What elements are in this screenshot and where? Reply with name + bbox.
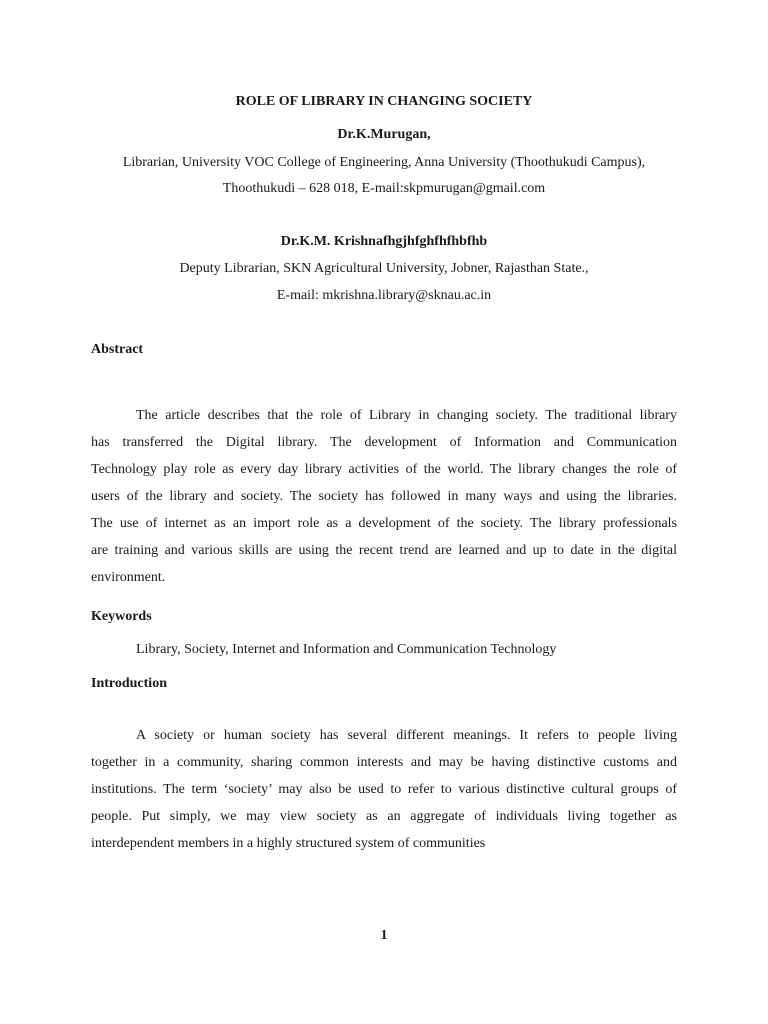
- introduction-heading: Introduction: [91, 676, 167, 691]
- introduction-line: people. Put simply, we may view society as an aggregate of individuals living together as: [91, 809, 677, 824]
- author1-name: Dr.K.Murugan,: [337, 127, 431, 142]
- introduction-line: institutions. The term ‘society’ may also be used to refer to various distinctive cultural groups of: [91, 782, 677, 797]
- introduction-line: interdependent members in a highly structured system of communities: [91, 836, 486, 851]
- abstract-line: Technology play role as every day library activities of the world. The library changes the role of: [91, 462, 677, 477]
- introduction-line: A society or human society has several different meanings. It refers to people living: [136, 728, 677, 743]
- author2-name: Dr.K.M. Krishnafhgjhfghfhfhbfhb: [280, 234, 488, 249]
- abstract-line: environment.: [91, 570, 166, 585]
- paper-title: ROLE OF LIBRARY IN CHANGING SOCIETY: [235, 94, 533, 109]
- keywords-heading: Keywords: [91, 609, 152, 624]
- page-number: 1: [380, 928, 388, 943]
- abstract-heading: Abstract: [91, 342, 144, 357]
- introduction-paragraph: [91, 722, 677, 857]
- abstract-line: The article describes that the role of Library in changing society. The traditional library: [136, 408, 677, 423]
- abstract-line: users of the library and society. The society has followed in many ways and using the libraries.: [91, 489, 677, 504]
- author2-affiliation-line1: Deputy Librarian, SKN Agricultural University, Jobner, Rajasthan State.,: [179, 261, 589, 276]
- abstract-line: has transferred the Digital library. The development of Information and Communication: [91, 435, 677, 450]
- abstract-paragraph: [91, 402, 677, 591]
- keywords-text: Library, Society, Internet and Information and Communication Technology: [136, 642, 557, 657]
- author1-affiliation-line1: Librarian, University VOC College of Engineering, Anna University (Thoothukudi Campus),: [122, 155, 646, 170]
- abstract-line: The use of internet as an import role as a development of the society. The library professionals: [91, 516, 677, 531]
- introduction-line: together in a community, sharing common interests and may be having distinctive customs and: [91, 755, 677, 770]
- author2-affiliation-line2: E-mail: mkrishna.library@sknau.ac.in: [276, 288, 492, 303]
- abstract-line: are training and various skills are using the recent trend are learned and up to date in the digital: [91, 543, 677, 558]
- author1-affiliation-line2: Thoothukudi – 628 018, E-mail:skpmurugan@gmail.com: [222, 181, 546, 196]
